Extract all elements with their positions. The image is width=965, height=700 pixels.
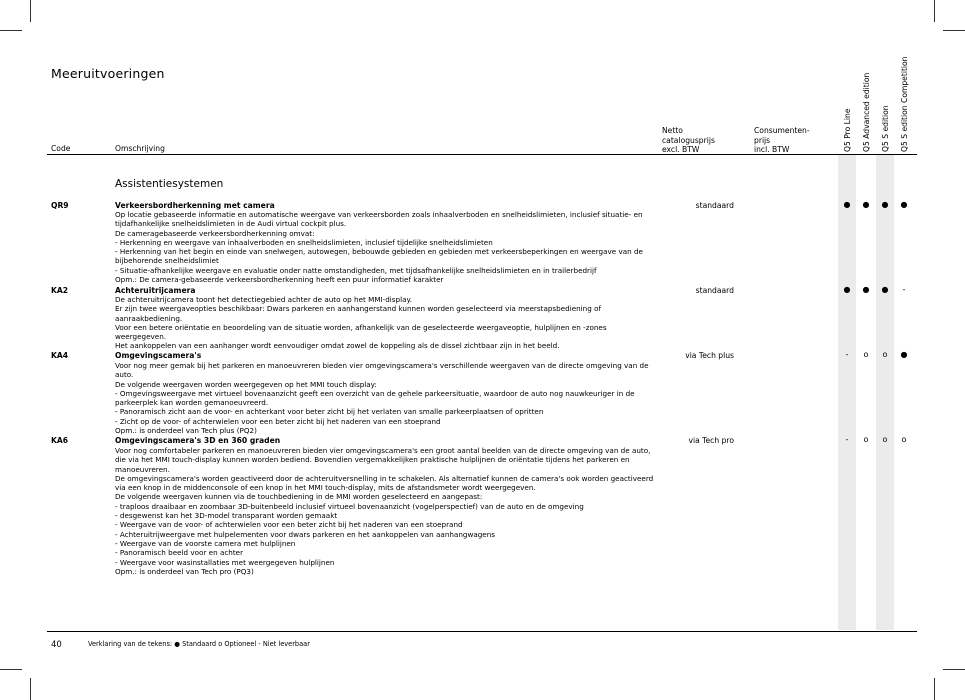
crop-mark bbox=[30, 0, 31, 22]
availability-mark: o bbox=[863, 435, 869, 444]
crop-mark bbox=[0, 669, 22, 670]
row-code: KA2 bbox=[51, 286, 69, 295]
row-description: Voor nog meer gemak bij het parkeren en manoeuvreren bieden vier omgevingscamera's verschillende weergaven van de directe omgeving van de auto. De volgende weergaven worden weergegeven op het MMI touch display: - Omgevingsweergave met virtueel bovenaanzicht geeft een overzicht van de gehele parkeersituatie, waardoor de auto nog nauwkeuriger in de parkeerplek kan worden gemanoeuvreerd. - Panoramisch zicht aan de voor- en achterkant voor beter zicht bij het verlaten van smalle parkeerplaatsen of opritten - Zicht op de voor- of achterwielen voor een beter zicht bij het naderen van een stoeprand Opm.: is onderdeel van Tech plus (PQ2) bbox=[115, 361, 649, 436]
availability-mark: ● bbox=[900, 350, 908, 359]
footer-rule bbox=[47, 631, 917, 632]
row-description: Voor nog comfortabeler parkeren en manoeuvreren bieden vier omgevingscamera's een groot aantal beelden van de directe omgeving van de auto, die via het MMI touch-display kunnen worden bediend. Bovendien vergemakkelijken praktische hulplijnen de oriëntatie tijdens het parkeren en manoeuvreren. De omgevingscamera's worden geactiveerd door de achteruitversnelling in te schakelen. Als alternatief kunnen de camera's ook worden geactiveerd via een knop in de middenconsole of een knop in het MMI touch-display, mits de afstandsmeter wordt weergegeven. De volgende weergaven kunnen via de touchbediening in de MMI worden geselecteerd en aangepast: - traploos draaibaar en zoombaar 3D-buitenbeeld inclusief virtueel bovenaanzicht (vogelperspectief) van de auto en de omgeving - desgewenst kan het 3D-model transparant worden gemaakt - Weergave van de voor- of achterwielen voor een beter zicht bij het naderen van een stoeprand - Achteruitrijweergave met hulpelementen voor dwars parkeren en het aankoppelen van aanhangwagens - Weergave van de voorste camera met hulplijnen - Panoramisch beeld voor en achter - Weergave voor wasinstallaties met weergegeven hulplijnen Opm.: is onderdeel van Tech pro (PQ3) bbox=[115, 446, 654, 576]
variant-column-shade bbox=[876, 155, 894, 630]
crop-mark bbox=[943, 669, 965, 670]
variant-column-shade bbox=[838, 155, 856, 630]
column-header-netto: Netto catalogusprijs excl. BTW bbox=[662, 126, 715, 154]
availability-mark: ● bbox=[862, 200, 870, 209]
column-header-variant: Q5 Pro Line bbox=[843, 108, 852, 152]
crop-mark bbox=[934, 678, 935, 700]
crop-mark bbox=[30, 678, 31, 700]
row-status: via Tech plus bbox=[685, 351, 734, 360]
row-status: standaard bbox=[695, 286, 734, 295]
availability-mark: ● bbox=[881, 200, 889, 209]
crop-mark bbox=[943, 30, 965, 31]
row-title: Verkeersbordherkenning met camera bbox=[115, 201, 275, 210]
availability-mark: o bbox=[901, 435, 907, 444]
column-header-variant: Q5 Advanced edition bbox=[862, 72, 871, 152]
availability-mark: ● bbox=[881, 285, 889, 294]
availability-mark: - bbox=[845, 435, 849, 444]
row-title: Omgevingscamera's 3D en 360 graden bbox=[115, 436, 281, 445]
column-header-consumenten: Consumenten- prijs incl. BTW bbox=[754, 126, 810, 154]
row-title: Omgevingscamera's bbox=[115, 351, 202, 360]
row-status: via Tech pro bbox=[688, 436, 734, 445]
availability-mark: ● bbox=[900, 200, 908, 209]
header-rule bbox=[47, 154, 917, 155]
availability-mark: o bbox=[882, 435, 888, 444]
column-header-variant: Q5 S edition Competition bbox=[900, 56, 909, 152]
page-title: Meeruitvoeringen bbox=[51, 66, 165, 81]
column-header-omschrijving: Omschrijving bbox=[115, 144, 165, 153]
row-description: De achteruitrijcamera toont het detectiegebied achter de auto op het MMI-display. Er zijn twee weergaveopties beschikbaar: Dwars parkeren en aanhangerstand kunnen worden geselecteerd via meerstapsbediening of aanraakbediening. Voor een betere oriëntatie en beoordeling van de situatie worden, afhankelijk van de geselecteerde weergaveoptie, hulplijnen en -zones weergegeven. Het aankoppelen van een aanhanger wordt eenvoudiger omdat zowel de koppeling als de dissel zichtbaar zijn in het beeld. bbox=[115, 295, 607, 351]
availability-mark: - bbox=[845, 350, 849, 359]
row-title: Achteruitrijcamera bbox=[115, 286, 196, 295]
section-heading: Assistentiesystemen bbox=[115, 178, 224, 190]
page-number: 40 bbox=[51, 640, 62, 650]
row-code: KA6 bbox=[51, 436, 69, 445]
row-code: KA4 bbox=[51, 351, 69, 360]
crop-mark bbox=[934, 0, 935, 22]
column-header-code: Code bbox=[51, 144, 71, 153]
availability-mark: ● bbox=[843, 200, 851, 209]
availability-mark: o bbox=[882, 350, 888, 359]
row-status: standaard bbox=[695, 201, 734, 210]
availability-mark: o bbox=[863, 350, 869, 359]
crop-mark bbox=[0, 30, 22, 31]
availability-mark: - bbox=[902, 285, 906, 294]
column-header-variant: Q5 S edition bbox=[881, 105, 890, 152]
legend: Verklaring van de tekens: ● Standaard o Optioneel - Niet leverbaar bbox=[88, 640, 310, 648]
availability-mark: ● bbox=[862, 285, 870, 294]
row-description: Op locatie gebaseerde informatie en automatische weergave van verkeersborden zoals inhaalverboden en snelheidslimieten, inclusief situatie- en tijdafhankelijke snelheidslimieten in de Audi virtual cockpit plus. De cameragebaseerde verkeersbordherkenning omvat: - Herkenning en weergave van inhaalverboden en snelheidslimieten, inclusief tijdelijke snelheidslimieten - Herkenning van het begin en einde van snelwegen, autowegen, bebouwde gebieden en gebieden met verkeersbeperkingen en weergave van de bijbehorende snelheidslimiet - Situatie-afhankelijke weergave en evaluatie onder natte omstandigheden, met tijdsafhankelijke snelheidslimieten en in trailerbedrijf Opm.: De camera-gebaseerde verkeersbordherkenning heeft een puur informatief karakter bbox=[115, 210, 643, 285]
row-code: QR9 bbox=[51, 201, 69, 210]
availability-mark: ● bbox=[843, 285, 851, 294]
